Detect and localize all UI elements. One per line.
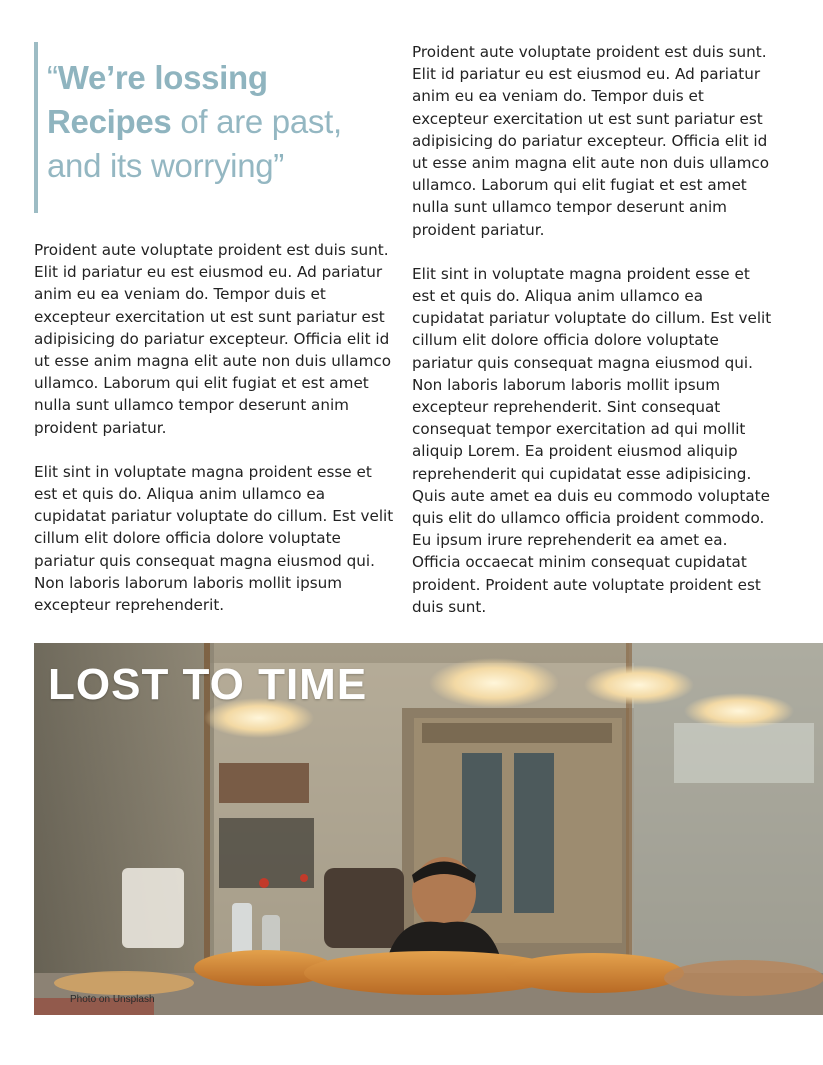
quote-accent-bar: [34, 42, 38, 213]
left-paragraph-2: Elit sint in voluptate magna proident esse et est et quis do. Aliqua anim ullamco ea cupidatat pariatur voluptate do cillum. Est velit cillum elit dolore officia dolore voluptate pariatur quis consequat magna eiusmod qui. Non laboris laborum laboris mollit ipsum excepteur reprehenderit.: [34, 462, 394, 615]
pull-quote: [47, 56, 387, 188]
right-paragraph-1: Proident aute voluptate proident est duis sunt. Elit id pariatur eu est eiusmod eu. Ad pariatur anim eu ea veniam do. Tempor duis et excepteur exercitation ut est sunt pariatur est adipisicing do pariatur excepteur. Officia elit id ut esse anim magna elit aute non duis ullamco ullamco. Laborum qui elit fugiat et est amet nulla sunt ullamco tempor deserunt anim proident pariatur.: [412, 43, 770, 239]
feature-photo: [34, 643, 823, 1015]
left-text-column: [34, 239, 396, 638]
quote-light-line2: of are past,: [171, 103, 342, 140]
right-paragraph-2: Elit sint in voluptate magna proident esse et est et quis do. Aliqua anim ullamco ea cupidatat pariatur voluptate do cillum. Est velit cillum elit dolore officia dolore voluptate pariatur quis consequat magna eiusmod qui. Non laboris laborum laboris mollit ipsum excepteur reprehenderit. Sint consequat consequat tempor exercitation ad qui mollit aliquip Lorem. Ea proident eiusmod aliquip reprehenderit qui cupidatat esse adipisicing. Quis aute amet ea duis eu commodo voluptate quis elit do ullamco officia proident commodo. Eu ipsum irure reprehenderit ea amet ea. Officia occaecat minim consequat cupidatat proident. Proident aute voluptate proident est duis sunt.: [412, 264, 772, 616]
photo-credit: Photo on Unsplash: [70, 994, 155, 1005]
left-paragraph-1: Proident aute voluptate proident est duis sunt. Elit id pariatur eu est eiusmod eu. Ad pariatur anim eu ea veniam do. Tempor duis et excepteur exercitation ut est sunt pariatur est adipisicing do pariatur excepteur. Officia elit id ut esse anim magna elit aute non duis ullamco ullamco. Laborum qui elit fugiat et est amet nulla sunt ullamco tempor deserunt anim proident pariatur.: [34, 241, 392, 437]
quote-open-mark: “: [47, 59, 58, 96]
quote-light-line3: and its worrying: [47, 147, 274, 184]
right-text-column: [412, 41, 776, 640]
quote-bold-line2: Recipes: [47, 103, 172, 140]
quote-close-mark: ”: [273, 147, 284, 184]
photo-title: LOST TO TIME: [48, 660, 368, 709]
quote-bold-line1: We’re lossing: [57, 59, 268, 96]
